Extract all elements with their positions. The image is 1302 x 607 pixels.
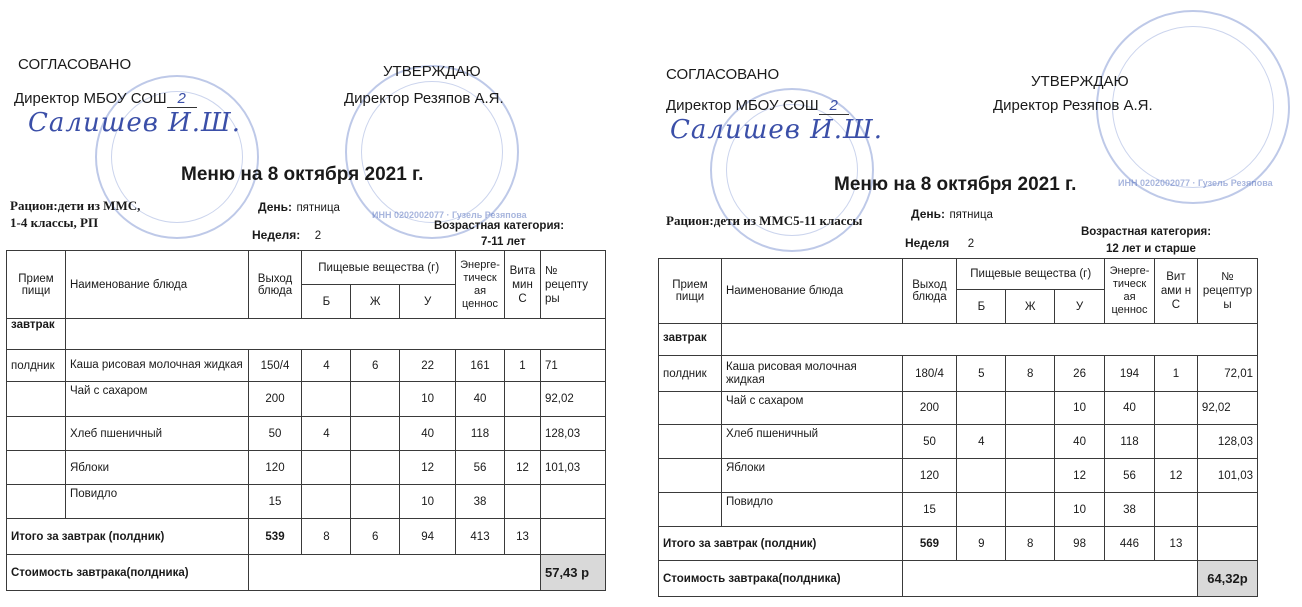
dish-vitamin <box>505 382 541 417</box>
col-header-protein: Б <box>957 290 1006 324</box>
stamp-caption: ИНН 0202002077 · Гузель Резяпова <box>1118 178 1273 188</box>
total-fat: 8 <box>1006 527 1055 561</box>
menu-document-primary <box>0 0 640 607</box>
day-label: День: <box>258 200 292 214</box>
page-title: Меню на 8 октября 2021 г. <box>834 174 1077 195</box>
total-carbs: 94 <box>400 519 456 555</box>
col-header-energy: Энерге-тическ ая ценнос <box>456 251 505 319</box>
ration-line <box>666 213 862 229</box>
dish-energy: 118 <box>1105 425 1155 459</box>
day-field <box>911 205 993 223</box>
meal-snack-label: полдник <box>659 356 722 392</box>
dish-name: Хлеб пшеничный <box>721 425 902 459</box>
dish-carbs: 10 <box>400 382 456 417</box>
total-label: Итого за завтрак (полдник) <box>7 519 249 555</box>
table-row <box>7 350 606 382</box>
col-header-vitamin: Вита мин С <box>505 251 541 319</box>
dish-recipe: 101,03 <box>1197 459 1257 493</box>
table-row <box>659 459 1258 493</box>
total-energy: 446 <box>1105 527 1155 561</box>
approved-by <box>14 90 197 108</box>
age-value: 7-11 лет <box>481 236 526 248</box>
dish-protein <box>302 451 351 485</box>
cost-label: Стоимость завтрака(полдника) <box>659 561 903 597</box>
dish-protein <box>302 485 351 519</box>
dish-name: Повидло <box>721 493 902 527</box>
dish-carbs: 12 <box>400 451 456 485</box>
col-header-meal: Прием пищи <box>659 259 722 324</box>
dish-fat <box>351 417 400 451</box>
approver-signature: Салишев И.Ш. <box>670 115 883 145</box>
dish-vitamin <box>1154 392 1197 425</box>
col-header-vitamin: Вит ами н С <box>1154 259 1197 324</box>
dish-vitamin: 12 <box>505 451 541 485</box>
confirm-label: УТВЕРЖДАЮ <box>1031 73 1129 90</box>
cost-label: Стоимость завтрака(полдника) <box>7 555 249 591</box>
dish-protein: 5 <box>957 356 1006 392</box>
dish-vitamin: 12 <box>1154 459 1197 493</box>
dish-protein <box>957 493 1006 527</box>
dish-output: 200 <box>248 382 302 417</box>
dish-carbs: 22 <box>400 350 456 382</box>
week-value: 2 <box>967 238 975 250</box>
dish-carbs: 26 <box>1055 356 1105 392</box>
confirm-by: Директор Резяпов А.Я. <box>344 90 504 107</box>
dish-protein <box>957 392 1006 425</box>
dish-recipe: 128,03 <box>1197 425 1257 459</box>
menu-document-secondary <box>648 0 1302 607</box>
menu-table <box>658 258 1258 597</box>
col-header-meal: Прием пищи <box>7 251 66 319</box>
dish-recipe <box>1197 493 1257 527</box>
col-header-dish: Наименование блюда <box>65 251 248 319</box>
col-header-carbs: У <box>400 285 456 319</box>
dish-vitamin: 1 <box>1154 356 1197 392</box>
dish-fat <box>1006 493 1055 527</box>
dish-fat <box>1006 425 1055 459</box>
dish-energy: 40 <box>1105 392 1155 425</box>
col-header-fat: Ж <box>1006 290 1055 324</box>
approved-label: СОГЛАСОВАНО <box>18 56 132 73</box>
col-header-recipe: № рецептур ы <box>1197 259 1257 324</box>
table-row <box>7 382 606 417</box>
table-row <box>659 356 1258 392</box>
dish-vitamin: 1 <box>505 350 541 382</box>
dish-energy: 38 <box>1105 493 1155 527</box>
dish-fat: 6 <box>351 350 400 382</box>
dish-protein <box>302 382 351 417</box>
approved-label: СОГЛАСОВАНО <box>666 66 780 83</box>
total-fat: 6 <box>351 519 400 555</box>
breakfast-empty-row <box>721 324 1257 356</box>
col-header-output: Выход блюда <box>902 259 957 324</box>
menu-table <box>6 250 606 591</box>
total-vitamin: 13 <box>505 519 541 555</box>
week-value: 2 <box>314 230 322 242</box>
col-header-dish: Наименование блюда <box>721 259 902 324</box>
table-row <box>7 485 606 519</box>
age-label: Возрастная категория: <box>434 220 565 232</box>
total-row <box>659 527 1258 561</box>
day-value: пятница <box>296 202 340 214</box>
dish-fat <box>351 485 400 519</box>
week-label: Неделя <box>905 236 950 250</box>
dish-name: Хлеб пшеничный <box>65 417 248 451</box>
dish-output: 50 <box>902 425 957 459</box>
total-output: 569 <box>902 527 957 561</box>
col-header-nutrients: Пищевые вещества (г) <box>302 251 456 285</box>
approved-by <box>666 97 849 115</box>
total-energy: 413 <box>456 519 505 555</box>
col-header-energy: Энерге-тическ ая ценнос <box>1105 259 1155 324</box>
table-row <box>659 392 1258 425</box>
dish-protein: 4 <box>302 417 351 451</box>
meal-breakfast-label: завтрак <box>7 319 66 350</box>
ration-label: Рацион:дети из ММС, <box>10 198 141 213</box>
dish-carbs: 40 <box>1055 425 1105 459</box>
dish-carbs: 40 <box>400 417 456 451</box>
table-row <box>7 417 606 451</box>
confirm-by: Директор Резяпов А.Я. <box>993 97 1153 114</box>
table-row <box>659 425 1258 459</box>
dish-output: 150/4 <box>248 350 302 382</box>
cost-row <box>659 561 1258 597</box>
col-header-fat: Ж <box>351 285 400 319</box>
dish-recipe: 92,02 <box>540 382 605 417</box>
col-header-output: Выход блюда <box>248 251 302 319</box>
dish-protein <box>957 459 1006 493</box>
dish-energy: 56 <box>1105 459 1155 493</box>
dish-vitamin <box>505 417 541 451</box>
approved-by-text: Директор МБОУ СОШ <box>14 90 167 107</box>
day-field <box>258 198 340 216</box>
dish-carbs: 12 <box>1055 459 1105 493</box>
age-value: 12 лет и старше <box>1106 243 1196 255</box>
approved-by-text: Директор МБОУ СОШ <box>666 97 819 114</box>
cost-value: 57,43 р <box>540 555 605 591</box>
col-header-protein: Б <box>302 285 351 319</box>
cost-row <box>7 555 606 591</box>
page-title: Меню на 8 октября 2021 г. <box>181 164 424 185</box>
dish-recipe: 71 <box>540 350 605 382</box>
total-vitamin: 13 <box>1154 527 1197 561</box>
dish-vitamin <box>1154 425 1197 459</box>
stamp-caption: ИНН 0202002077 · Гузель Резяпова <box>372 210 527 220</box>
dish-name: Каша рисовая молочная жидкая <box>65 350 248 382</box>
dish-recipe: 128,03 <box>540 417 605 451</box>
dish-output: 50 <box>248 417 302 451</box>
col-header-carbs: У <box>1055 290 1105 324</box>
week-label: Неделя: <box>252 228 301 242</box>
dish-carbs: 10 <box>1055 392 1105 425</box>
dish-energy: 40 <box>456 382 505 417</box>
day-value: пятница <box>949 209 993 221</box>
total-protein: 8 <box>302 519 351 555</box>
dish-name: Чай с сахаром <box>65 382 248 417</box>
school-number: 2 <box>819 97 849 115</box>
dish-output: 180/4 <box>902 356 957 392</box>
age-label: Возрастная категория: <box>1081 226 1212 238</box>
dish-output: 120 <box>902 459 957 493</box>
total-protein: 9 <box>957 527 1006 561</box>
cost-value: 64,32р <box>1197 561 1257 597</box>
dish-recipe: 92,02 <box>1197 392 1257 425</box>
dish-fat <box>351 451 400 485</box>
meal-snack-label: полдник <box>7 350 66 382</box>
dish-vitamin <box>1154 493 1197 527</box>
dish-output: 15 <box>902 493 957 527</box>
day-label: День: <box>911 207 945 221</box>
dish-recipe: 101,03 <box>540 451 605 485</box>
dish-energy: 118 <box>456 417 505 451</box>
dish-name: Чай с сахаром <box>721 392 902 425</box>
dish-fat <box>1006 459 1055 493</box>
meal-breakfast-label: завтрак <box>659 324 722 356</box>
dish-name: Повидло <box>65 485 248 519</box>
dish-name: Яблоки <box>721 459 902 493</box>
dish-energy: 38 <box>456 485 505 519</box>
ration-label: Рацион:дети из ММС <box>666 213 794 228</box>
dish-vitamin <box>505 485 541 519</box>
dish-carbs: 10 <box>400 485 456 519</box>
dish-name: Яблоки <box>65 451 248 485</box>
dish-fat: 8 <box>1006 356 1055 392</box>
total-row <box>7 519 606 555</box>
dish-fat <box>1006 392 1055 425</box>
dish-carbs: 10 <box>1055 493 1105 527</box>
week-field <box>252 226 321 244</box>
dish-recipe: 72,01 <box>1197 356 1257 392</box>
dish-energy: 56 <box>456 451 505 485</box>
total-output: 539 <box>248 519 302 555</box>
dish-output: 200 <box>902 392 957 425</box>
dish-recipe <box>540 485 605 519</box>
confirm-label: УТВЕРЖДАЮ <box>383 63 481 80</box>
dish-output: 120 <box>248 451 302 485</box>
dish-protein: 4 <box>302 350 351 382</box>
dish-energy: 161 <box>456 350 505 382</box>
dish-output: 15 <box>248 485 302 519</box>
total-label: Итого за завтрак (полдник) <box>659 527 903 561</box>
dish-fat <box>351 382 400 417</box>
dish-name: Каша рисовая молочная жидкая <box>721 356 902 392</box>
ration-classes: 1-4 классы, РП <box>10 215 99 230</box>
breakfast-empty-row <box>65 319 605 350</box>
school-number: 2 <box>167 90 197 108</box>
ration-classes: 5-11 классы <box>793 213 863 228</box>
approver-signature: Салишев И.Ш. <box>28 108 241 138</box>
col-header-nutrients: Пищевые вещества (г) <box>957 259 1105 290</box>
table-row <box>7 451 606 485</box>
dish-protein: 4 <box>957 425 1006 459</box>
total-carbs: 98 <box>1055 527 1105 561</box>
dish-energy: 194 <box>1105 356 1155 392</box>
col-header-recipe: № рецепту ры <box>540 251 605 319</box>
table-row <box>659 493 1258 527</box>
week-field <box>905 234 974 252</box>
